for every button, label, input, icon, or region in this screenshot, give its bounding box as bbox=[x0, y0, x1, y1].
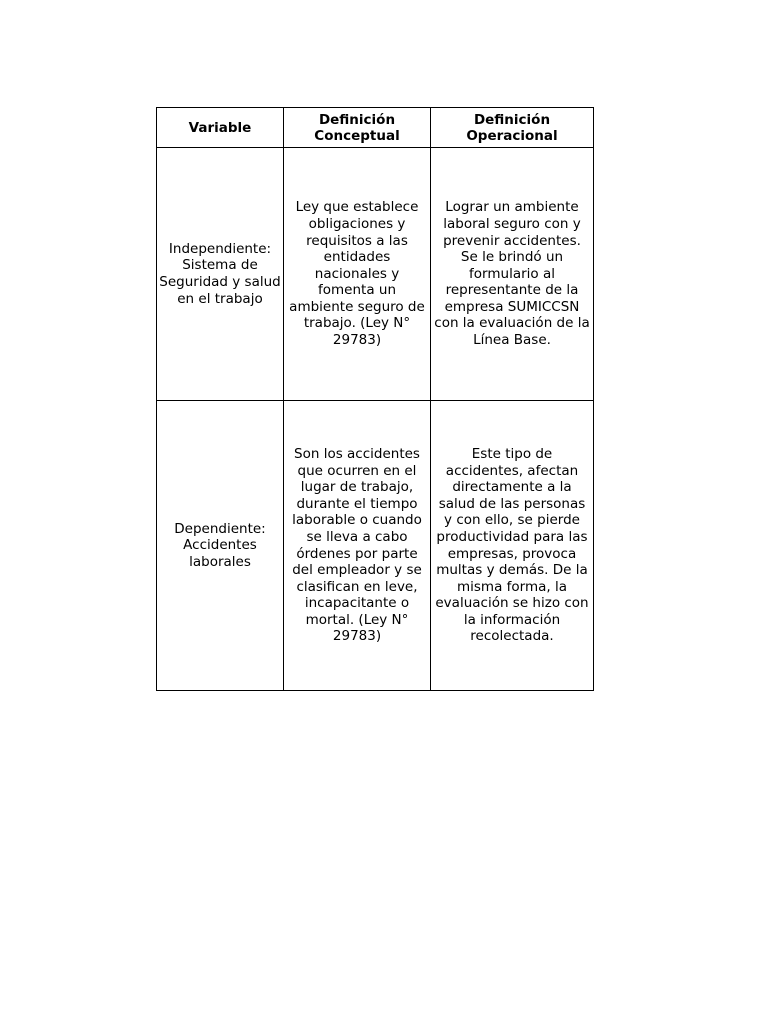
header-operational-definition: Definición Operacional bbox=[431, 108, 594, 148]
cell-operational-definition: Lograr un ambiente laboral seguro con y prevenir accidentes. Se le brindó un formulario al representante de la empresa SUMICCSN con la evaluación de la Línea Base. bbox=[431, 148, 594, 401]
cell-variable: Independiente: Sistema de Seguridad y salud en el trabajo bbox=[157, 148, 284, 401]
cell-conceptual-definition: Ley que establece obligaciones y requisitos a las entidades nacionales y fomenta un ambiente seguro de trabajo. (Ley N° 29783) bbox=[284, 148, 431, 401]
header-conceptual-definition: Definición Conceptual bbox=[284, 108, 431, 148]
header-variable: Variable bbox=[157, 108, 284, 148]
cell-operational-definition: Este tipo de accidentes, afectan directamente a la salud de las personas y con ello, se pierde productividad para las empresas, provoca multas y demás. De la misma forma, la evaluación se hizo con la información recolectada. bbox=[431, 401, 594, 691]
operationalization-table bbox=[156, 107, 594, 691]
table-header-row bbox=[157, 108, 594, 148]
cell-conceptual-definition: Son los accidentes que ocurren en el lugar de trabajo, durante el tiempo laborable o cuando se lleva a cabo órdenes por parte del empleador y se clasifican en leve, incapacitante o mortal. (Ley N° 29783) bbox=[284, 401, 431, 691]
table-row bbox=[157, 148, 594, 401]
cell-variable: Dependiente: Accidentes laborales bbox=[157, 401, 284, 691]
table-row bbox=[157, 401, 594, 691]
